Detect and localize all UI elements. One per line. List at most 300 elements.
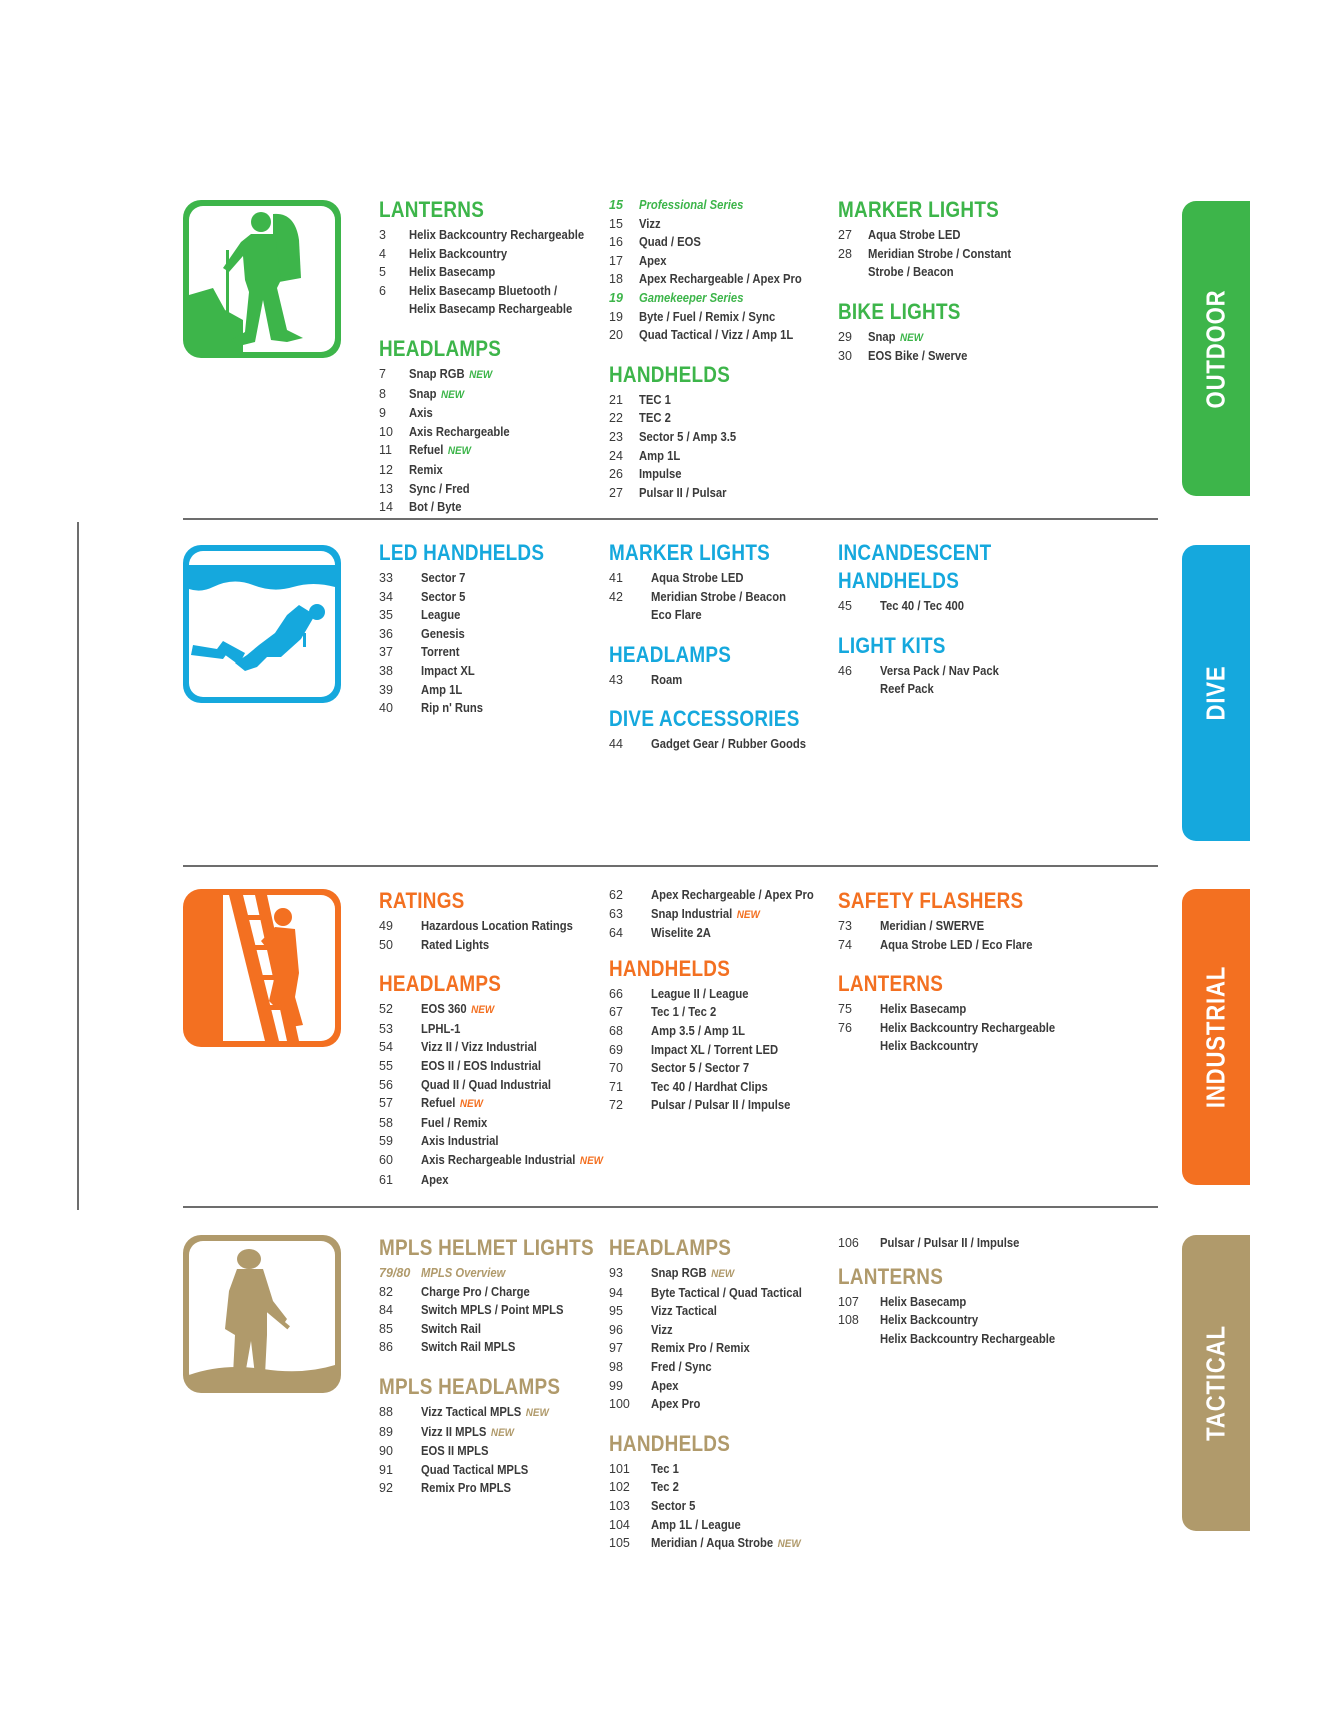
page-number: 79/80	[379, 1266, 411, 1280]
list-item[interactable]	[379, 606, 599, 625]
list-item[interactable]	[609, 924, 829, 943]
product-label: Gamekeeper Series	[639, 290, 744, 305]
list-item[interactable]	[379, 1076, 599, 1095]
list-item[interactable]	[609, 428, 829, 447]
product-name	[421, 1020, 460, 1039]
page-number: 57	[379, 1096, 393, 1111]
list-item[interactable]	[609, 1284, 829, 1303]
list-item[interactable]	[609, 1460, 829, 1479]
product-name	[651, 886, 814, 905]
new-badge: NEW	[471, 1004, 495, 1017]
page-number: 6	[379, 283, 386, 298]
list-item[interactable]	[609, 409, 829, 428]
product-label: Tec 1 / Tec 2	[651, 1005, 717, 1020]
list-item[interactable]	[838, 1293, 1058, 1312]
product-name	[651, 905, 760, 925]
list-item[interactable]	[609, 465, 829, 484]
tactical-handhelds-cont	[838, 1234, 1058, 1253]
list-item[interactable]	[609, 308, 829, 327]
product-label: Byte Tactical / Quad Tactical	[651, 1285, 802, 1300]
list-item[interactable]	[609, 1096, 829, 1115]
list-item[interactable]	[838, 328, 1058, 348]
product-name	[421, 1320, 481, 1339]
list-item[interactable]	[379, 1338, 599, 1357]
product-label: Helix Basecamp	[409, 265, 496, 280]
product-name	[868, 226, 961, 245]
product-name	[421, 1423, 514, 1443]
product-name	[421, 1171, 449, 1190]
product-name	[421, 1442, 489, 1461]
product-name	[639, 326, 793, 345]
list-item[interactable]	[838, 597, 1058, 616]
list-item[interactable]	[609, 1078, 829, 1097]
product-label: Tec 40 / Tec 400	[880, 599, 965, 613]
list-item[interactable]	[379, 1264, 599, 1283]
product-label: Snap Industrial	[651, 906, 733, 921]
page-number: 85	[379, 1321, 393, 1336]
product-name	[421, 1283, 530, 1302]
product-name	[651, 1321, 673, 1340]
list-item[interactable]	[838, 917, 1058, 936]
product-name	[880, 1019, 1055, 1038]
product-label: Eco Flare	[651, 608, 702, 623]
list-item[interactable]	[379, 1151, 604, 1171]
tactical-mpls-helmet-lights	[379, 1236, 599, 1357]
list-item[interactable]	[609, 671, 829, 690]
list-item[interactable]	[609, 484, 829, 503]
list-item[interactable]	[379, 245, 599, 264]
list-item[interactable]	[838, 347, 1058, 366]
product-label: League	[421, 608, 461, 623]
list-item[interactable]	[609, 233, 829, 252]
list-item[interactable]	[379, 662, 599, 681]
section-heading: LANTERNS	[379, 197, 485, 222]
tactical-handhelds	[609, 1432, 829, 1554]
product-name	[880, 662, 999, 681]
product-label: Axis Rechargeable	[409, 424, 510, 439]
dive-headlamps	[609, 643, 829, 690]
page-number: 41	[609, 571, 623, 585]
product-label: Snap	[409, 386, 437, 401]
tactical-headlamps	[609, 1236, 829, 1414]
list-item[interactable]	[379, 423, 599, 442]
list-item[interactable]	[609, 1339, 829, 1358]
page-number: 99	[609, 1378, 623, 1393]
outdoor-lanterns	[379, 198, 599, 319]
product-name	[651, 985, 749, 1004]
product-label: Vizz Tactical	[651, 1304, 717, 1319]
list-item[interactable]	[609, 569, 829, 588]
page-number: 44	[609, 737, 623, 752]
product-label: Aqua Strobe LED	[651, 571, 744, 585]
product-label: Helix Basecamp	[880, 1294, 967, 1309]
list-item[interactable]	[379, 385, 599, 405]
list-item[interactable]	[609, 270, 829, 289]
list-item[interactable]	[609, 1377, 829, 1396]
product-name	[651, 1516, 741, 1535]
page-number: 59	[379, 1134, 393, 1149]
product-label: Impulse	[639, 467, 682, 482]
product-label: Professional Series	[639, 198, 744, 212]
page-number: 43	[609, 672, 623, 687]
list-item[interactable]	[838, 1019, 1058, 1038]
dive-col-2	[609, 541, 829, 772]
list-item[interactable]	[379, 699, 599, 718]
product-name	[409, 282, 557, 301]
page-number: 19	[609, 309, 623, 324]
list-item[interactable]	[379, 643, 599, 662]
list-item[interactable]	[379, 1057, 599, 1076]
page-number	[838, 680, 880, 699]
product-name	[651, 735, 806, 754]
product-label: Quad Tactical / Vizz / Amp 1L	[639, 328, 794, 343]
product-name	[651, 1022, 745, 1041]
list-item[interactable]	[379, 480, 599, 499]
list-item[interactable]	[609, 1395, 829, 1414]
list-item[interactable]	[379, 461, 599, 480]
list-item[interactable]	[609, 735, 829, 754]
list-item[interactable]	[379, 404, 599, 423]
product-name	[651, 1377, 679, 1396]
product-name	[421, 1057, 541, 1076]
product-label: Switch Rail	[421, 1321, 482, 1336]
page-number: 92	[379, 1481, 393, 1496]
list-item[interactable]	[609, 985, 829, 1004]
product-label: Apex Rechargeable / Apex Pro	[651, 888, 814, 902]
page-number: 101	[609, 1461, 630, 1476]
page-number: 10	[379, 424, 393, 439]
page-number: 75	[838, 1002, 852, 1017]
list-item[interactable]	[609, 886, 829, 905]
product-label: Tec 2	[651, 1480, 679, 1495]
list-item[interactable]	[609, 1497, 829, 1516]
list-item[interactable]	[609, 588, 829, 607]
list-item[interactable]	[609, 1022, 829, 1041]
product-name	[639, 270, 802, 289]
page-number: 98	[609, 1359, 623, 1374]
page-number: 73	[838, 919, 852, 933]
product-name	[421, 643, 460, 662]
section-heading: HEADLAMPS	[379, 971, 502, 997]
page-number: 58	[379, 1115, 393, 1130]
page-number: 8	[379, 386, 386, 401]
page-number: 14	[379, 500, 393, 515]
page-number: 27	[609, 485, 623, 500]
list-item[interactable]	[609, 905, 829, 925]
product-label: TEC 2	[639, 411, 671, 426]
list-item[interactable]	[838, 263, 1058, 282]
product-name	[651, 924, 711, 943]
list-item[interactable]	[609, 1041, 829, 1060]
list-item[interactable]	[379, 1094, 599, 1114]
page-number: 13	[379, 481, 393, 496]
product-label: Sync / Fred	[409, 481, 470, 496]
product-label: Helix Basecamp	[880, 1002, 967, 1017]
new-badge: NEW	[441, 388, 465, 401]
list-item[interactable]	[609, 1516, 829, 1535]
page-number: 108	[838, 1313, 859, 1328]
page-number: 50	[379, 937, 393, 952]
product-name	[639, 447, 680, 466]
new-badge: NEW	[447, 445, 471, 458]
product-label: Amp 3.5 / Amp 1L	[651, 1023, 745, 1038]
list-item[interactable]	[379, 1283, 599, 1302]
page-number: 88	[379, 1404, 393, 1419]
page-number: 29	[838, 329, 852, 344]
new-badge: NEW	[490, 1426, 515, 1439]
page-number: 86	[379, 1340, 393, 1355]
product-name	[639, 252, 667, 271]
list-item[interactable]	[379, 282, 599, 301]
product-label: Versa Pack / Nav Pack	[880, 663, 999, 678]
section-heading: RATINGS	[379, 888, 465, 913]
product-name	[639, 196, 743, 215]
section-heading: LANTERNS	[838, 971, 944, 997]
list-item[interactable]	[609, 289, 829, 308]
section-heading: HEADLAMPS	[379, 335, 502, 361]
new-badge: NEW	[900, 331, 924, 344]
page-number	[838, 263, 868, 282]
page-number: 9	[379, 406, 386, 421]
list-item[interactable]	[379, 1423, 599, 1443]
outdoor-col-3	[838, 198, 1058, 384]
product-name	[409, 263, 495, 282]
product-name	[639, 428, 736, 447]
list-item[interactable]	[379, 1114, 599, 1133]
dive-light-kits	[838, 634, 1058, 699]
hiker-icon	[183, 200, 341, 358]
list-item[interactable]	[379, 1171, 599, 1190]
list-item[interactable]	[379, 588, 599, 607]
product-name	[409, 300, 572, 319]
list-item[interactable]	[609, 1358, 829, 1377]
new-badge: NEW	[579, 1154, 604, 1167]
product-label: Helix Backcountry	[880, 1039, 979, 1054]
list-item[interactable]	[609, 1321, 829, 1340]
outdoor-series	[609, 196, 829, 345]
tab-tactical[interactable]: TACTICAL	[1182, 1235, 1250, 1531]
list-item[interactable]	[838, 1000, 1058, 1019]
product-name	[421, 1076, 551, 1095]
list-item[interactable]	[379, 1020, 599, 1039]
section-heading: HEADLAMPS	[609, 1235, 732, 1260]
list-item[interactable]	[379, 1479, 599, 1498]
page-number: 34	[379, 589, 393, 604]
page-number: 37	[379, 645, 393, 660]
outdoor-marker-lights	[838, 198, 1058, 282]
list-item[interactable]	[609, 326, 829, 345]
page-number: 90	[379, 1444, 393, 1459]
page-number: 26	[609, 467, 623, 482]
product-name	[639, 409, 671, 428]
list-item[interactable]	[838, 245, 1058, 264]
product-name	[651, 671, 682, 690]
page-number: 17	[609, 253, 623, 268]
section-heading: HEADLAMPS	[609, 641, 732, 667]
product-label: Amp 1L	[421, 682, 463, 697]
product-label: Apex Pro	[651, 1397, 701, 1412]
diver-icon	[183, 545, 341, 703]
list-item[interactable]	[379, 1403, 599, 1423]
product-label: Meridian / Aqua Strobe	[651, 1536, 774, 1551]
page-number: 4	[379, 246, 386, 261]
industrial-headlamps-cont	[609, 886, 829, 943]
product-name	[880, 1037, 978, 1056]
product-label: MPLS Overview	[421, 1266, 506, 1280]
product-name	[421, 1301, 564, 1320]
list-item[interactable]	[609, 196, 829, 215]
list-item[interactable]	[609, 215, 829, 234]
list-item[interactable]	[609, 447, 829, 466]
list-item[interactable]	[379, 1132, 599, 1151]
list-item[interactable]	[379, 441, 599, 461]
outdoor-col-2	[609, 196, 829, 520]
product-name	[880, 1330, 1055, 1349]
product-name	[651, 569, 744, 588]
product-name	[880, 1000, 966, 1019]
product-name	[880, 597, 964, 616]
list-item[interactable]	[379, 625, 599, 644]
list-item[interactable]	[838, 1330, 1058, 1349]
product-label: Axis Rechargeable Industrial	[421, 1152, 576, 1167]
product-name	[421, 1151, 603, 1171]
page-number	[379, 300, 409, 319]
list-item[interactable]	[838, 662, 1058, 681]
product-label: Quad Tactical MPLS	[421, 1462, 529, 1477]
list-item[interactable]	[379, 1320, 599, 1339]
list-item[interactable]	[379, 569, 599, 588]
list-item[interactable]	[379, 917, 599, 936]
product-name	[651, 1284, 802, 1303]
page-number: 3	[379, 228, 386, 242]
list-item[interactable]	[379, 365, 599, 385]
product-label: Vizz	[651, 1322, 673, 1337]
list-item[interactable]	[838, 226, 1058, 245]
product-label: Aqua Strobe LED	[868, 228, 961, 242]
soldier-icon	[183, 1235, 341, 1393]
product-label: Byte / Fuel / Remix / Sync	[639, 309, 776, 324]
product-label: Aqua Strobe LED / Eco Flare	[880, 937, 1033, 952]
industrial-col-2	[609, 886, 829, 1133]
product-name	[409, 480, 470, 499]
page-number: 63	[609, 906, 623, 921]
industrial-col-1	[379, 888, 604, 1207]
list-item[interactable]	[609, 1302, 829, 1321]
list-item[interactable]	[379, 300, 599, 319]
list-item[interactable]	[379, 1461, 599, 1480]
product-label: Helix Backcountry	[409, 246, 508, 261]
list-item[interactable]	[838, 1037, 1058, 1056]
list-item[interactable]	[379, 681, 599, 700]
page-number	[838, 1037, 880, 1056]
list-item[interactable]	[838, 680, 1058, 699]
page-number: 61	[379, 1172, 393, 1187]
section-heading: INCANDESCENT	[838, 540, 992, 565]
product-name	[421, 1114, 487, 1133]
product-name	[409, 404, 433, 423]
page-number: 30	[838, 349, 852, 364]
product-label: Gadget Gear / Rubber Goods	[651, 737, 807, 752]
product-label: Sector 5	[651, 1498, 696, 1513]
page-number: 103	[609, 1498, 630, 1513]
section-heading: HANDHELDS	[838, 568, 960, 593]
page-number: 12	[379, 462, 393, 477]
list-item[interactable]	[838, 936, 1058, 955]
list-item[interactable]	[379, 226, 599, 245]
tab-outdoor[interactable]: OUTDOOR	[1182, 201, 1250, 496]
list-item[interactable]	[609, 1003, 829, 1022]
product-label: Helix Backcountry Rechargeable	[409, 228, 585, 242]
page-number: 106	[838, 1236, 859, 1250]
list-item[interactable]	[379, 1000, 599, 1020]
list-item[interactable]	[609, 252, 829, 271]
product-label: EOS 360	[421, 1002, 467, 1017]
outdoor-handhelds	[609, 363, 829, 503]
industrial-headlamps	[379, 971, 604, 1189]
product-name	[651, 1041, 778, 1060]
section-heading: MPLS HELMET LIGHTS	[379, 1235, 594, 1260]
product-name	[868, 347, 967, 366]
product-label: Amp 1L	[639, 448, 681, 463]
product-label: Sector 5	[421, 589, 466, 604]
product-name	[651, 1497, 695, 1516]
industrial-ratings	[379, 889, 599, 954]
tactical-mpls-headlamps	[379, 1375, 599, 1498]
product-label: Apex	[639, 253, 667, 268]
product-label: Strobe / Beacon	[868, 265, 954, 280]
industrial-safety-flashers	[838, 889, 1058, 954]
list-item[interactable]	[609, 1059, 829, 1078]
tab-dive[interactable]: DIVE	[1182, 545, 1250, 841]
page-number: 42	[609, 589, 623, 604]
product-name	[639, 308, 775, 327]
section-heading: MARKER LIGHTS	[609, 540, 771, 565]
product-label: Roam	[651, 672, 683, 687]
product-label: Impact XL / Torrent LED	[651, 1042, 779, 1057]
list-item[interactable]	[379, 1301, 599, 1320]
list-item[interactable]	[609, 1534, 829, 1554]
page-number: 100	[609, 1397, 630, 1412]
page-number	[609, 606, 651, 625]
list-item[interactable]	[609, 606, 829, 625]
page-number: 21	[609, 392, 623, 407]
page-number: 27	[838, 228, 852, 242]
product-name	[651, 1264, 734, 1284]
page-number: 35	[379, 608, 393, 623]
list-item[interactable]	[379, 498, 599, 517]
tab-industrial[interactable]: INDUSTRIAL	[1182, 889, 1250, 1185]
list-item[interactable]	[609, 1478, 829, 1497]
product-name	[421, 1000, 494, 1020]
list-item[interactable]	[838, 1311, 1058, 1330]
product-name	[421, 1338, 515, 1357]
list-item[interactable]	[609, 391, 829, 410]
product-name	[421, 625, 465, 644]
product-name	[421, 917, 573, 936]
list-item[interactable]	[379, 936, 599, 955]
list-item[interactable]	[379, 1038, 599, 1057]
page-number: 54	[379, 1040, 393, 1055]
dive-accessories	[609, 707, 829, 754]
list-item[interactable]	[609, 1264, 829, 1284]
list-item[interactable]	[379, 1442, 599, 1461]
page-number: 66	[609, 986, 623, 1001]
product-name	[421, 1264, 505, 1283]
page-number: 84	[379, 1303, 393, 1318]
list-item[interactable]	[838, 1234, 1058, 1253]
new-badge: NEW	[736, 908, 760, 921]
list-item[interactable]	[379, 263, 599, 282]
